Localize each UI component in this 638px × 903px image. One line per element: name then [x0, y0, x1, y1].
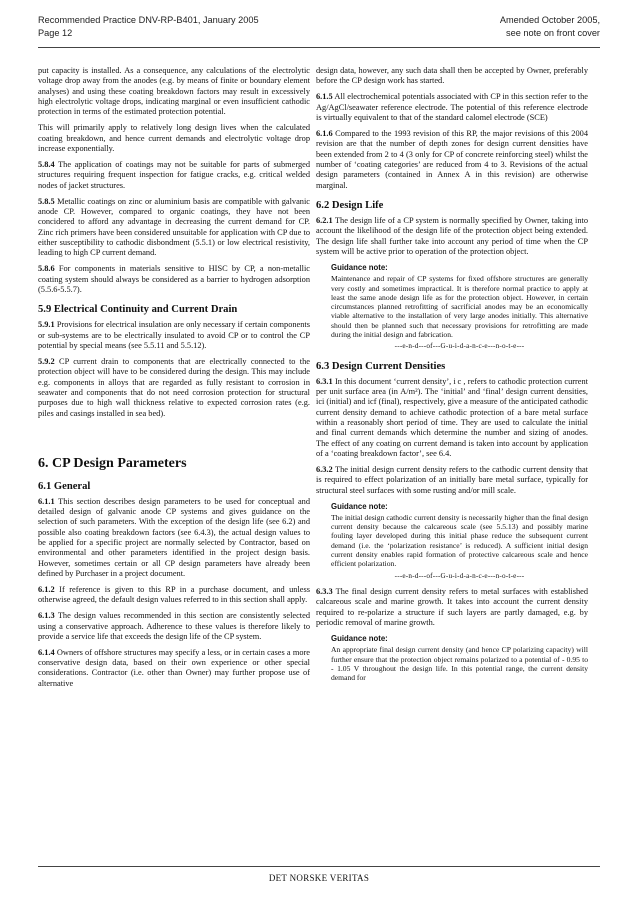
clause-6-1-1: [38, 497, 310, 580]
guidance-note-end: ---e-n-d---of---G-u-i-d-a-n-c-e---n-o-t-e---: [394, 571, 525, 580]
clause-number: 6.3.1: [316, 376, 333, 386]
paragraph: This will primarily apply to relatively long design lives when the calculated coating breakdown, and hence current demands and electrolytic voltage drop increase exponentially.: [38, 123, 310, 153]
clause-text: The design values recommended in this section are consistently selected using a conservative approach. Adherence to these values is therefore likely to provide a service life that exceeds the design life of the CP system.: [38, 611, 310, 641]
clause-number: 5.9.2: [38, 356, 55, 366]
section-heading-6-1: 6.1 General: [38, 480, 91, 492]
paragraph: put capacity is installed. As a consequence, any calculations of the electrolytic voltage drop away from the anodes (e.g. by means of finite or boundary element analyses) and using these coating breakdown factors may result in excessively high electrolytic voltage drops, indicating marginal or even insufficient cathodic protection in terms of the estimated protection potential.: [38, 66, 310, 117]
clause-text: Owners of offshore structures may specify a less, or in certain cases a more conservative design data, based on their own experience or other special considerations. Contractor (i.e. other than Owner) may further propose use of alternative: [38, 647, 310, 688]
clause-6-3-3: [316, 587, 588, 628]
clause-text: Provisions for electrical insulation are only necessary if certain components or sub-systems are to be electrically insulated to avoid CP or to control the CP potential by special means (see 5.5.11 and 5.5.12).: [38, 320, 310, 350]
clause-text: The application of coatings may not be suitable for parts of submerged structures requiring frequent inspection for fatigue cracks, e.g. critical welded nodes of jacket structures.: [38, 159, 310, 190]
clause-5-9-1: [38, 320, 310, 351]
clause-number: 5.8.5: [38, 196, 55, 206]
header-left: [38, 14, 259, 40]
clause-number: 6.2.1: [316, 215, 333, 225]
clause-6-1-2: [38, 585, 310, 606]
clause-5-8-6: [38, 264, 310, 295]
guidance-note-title: Guidance note:: [331, 633, 388, 643]
clause-number: 6.1.2: [38, 584, 55, 594]
clause-number: 6.1.5: [316, 92, 333, 102]
clause-number: 6.1.4: [38, 647, 55, 657]
guidance-note: [331, 634, 588, 682]
clause-5-8-4: [38, 160, 310, 191]
page-header: [38, 14, 600, 48]
clause-6-3-1: [316, 377, 588, 460]
clause-text: This section describes design parameters to be used for conceptual and detailed design of galvanic anode CP systems and gives guidance on the selection of such parameters. With the exception of the design life (see 6.2) and possible also coating breakdown factors (see 6.4.3), the actual design values to be applied for a specific project are normally selected by Contractor, based on environmental and other parameters identified in the project design basis. However, sometimes certain or all CP design parameters have already been defined by Purchaser in a project document.: [38, 496, 310, 578]
header-amendment-note: see note on front cover: [506, 28, 600, 38]
clause-5-8-5: [38, 197, 310, 259]
header-right: [500, 14, 600, 40]
guidance-note-text: The initial design cathodic current density is necessarily higher than the final design current density because the calcareous scale (see 5.5.13) and possibly marine fouling layer developed during this initial phase reduce the subsequent current demand (i.e. the ‘polarization resistance’ is reduced). A sufficient initial design current density enables rapid formation of protective calcareous scale and hence efficient polarization.: [331, 512, 588, 569]
header-document-title: Recommended Practice DNV-RP-B401, January 2005: [38, 15, 259, 25]
clause-text: All electrochemical potentials associated with CP in this section refer to the Ag/AgCl/seawater reference electrode. The potential of this reference electrode is virtually equivalent to that of the standard calomel electrode (SCE): [316, 92, 588, 122]
header-page-number: Page 12: [38, 28, 73, 38]
clause-number: 6.3.2: [316, 464, 333, 474]
clause-6-2-1: [316, 216, 588, 257]
clause-6-1-5: [316, 92, 588, 123]
clause-text: For components in materials sensitive to HISC by CP, a non-metallic coating system should always be considered as a barrier to hydrogen adsorption (5.5.6-5.5.7).: [38, 264, 310, 294]
clause-6-3-2: [316, 465, 588, 496]
section-spacer: [38, 425, 310, 445]
clause-number: 6.1.3: [38, 611, 55, 621]
clause-6-1-6: [316, 129, 588, 191]
guidance-note-title: Guidance note:: [331, 262, 388, 272]
guidance-note-text: An appropriate final design current density (and hence CP polarizing capacity) will further ensure that the protection object remains polarized to a potential of - 0.95 to - 1.05 V throughout the design life. In this potential range, the current density demand for: [331, 645, 588, 683]
clause-6-1-3: [38, 611, 310, 642]
chapter-heading-6: 6. CP Design Parameters: [38, 455, 187, 471]
clause-text: The final design current density refers to metal surfaces with established calcareous scale and marine growth. It takes into account the current density required to re-polarize a structure if such layers are partly damaged, e.g. by periodic removal of marine growth.: [316, 586, 588, 627]
guidance-note-end: ---e-n-d---of---G-u-i-d-a-n-c-e---n-o-t-e---: [394, 342, 525, 351]
footer-rule: [38, 866, 600, 867]
clause-number: 6.3.3: [316, 586, 333, 596]
paragraph: design data, however, any such data shall then be accepted by Owner, preferably before the CP design work has started.: [316, 66, 588, 86]
clause-text: If reference is given to this RP in a purchase document, and unless otherwise agreed, the default design values referred to in this section shall apply.: [38, 584, 310, 605]
clause-number: 5.9.1: [38, 320, 55, 330]
section-heading-6-2: 6.2 Design Life: [316, 199, 384, 211]
clause-text: Compared to the 1993 revision of this RP, the major revisions of this 2004 revision are that the number of depth zones for design current densities have been extended from 2 to 4 (3 only for CP of concrete reinforcing steel) whilst the number of ‘coating categories’ are reduced from 4 to 3. Revisions of the actual design parameters (contained in Annex A in this revision) are otherwise marginal.: [316, 128, 588, 190]
clause-text: The design life of a CP system is normally specified by Owner, taking into account the likelihood of the design life of the protection object being extended. The design life shall further take into account any period of time when the CP system will be active prior to operation of the protection object.: [316, 215, 588, 256]
header-rule: [38, 47, 600, 48]
page-footer: DET NORSKE VERITAS: [268, 873, 370, 883]
clause-6-1-4: [38, 648, 310, 689]
guidance-note: [331, 502, 588, 581]
clause-text: CP current drain to components that are electrically connected to the protection object will have to be considered during the design. This may include e.g. components in alloys that are regarded as fully resistant to corrosion in seawater and components that do not need corrosion protection for structural purposes due to high wall thickness relative to expected corrosion rates (e.g. piles and casings installed in sea bed).: [38, 356, 310, 418]
clause-number: 6.1.1: [38, 496, 55, 506]
clause-text: Metallic coatings on zinc or aluminium basis are compatible with galvanic anode CP. However, compared to organic coatings, they have not been concidered to afford any advantage in decreasing the current demand for CP. Zinc rich primers have been considered unsuitable for application with CP due to either susceptibility to cathodic disbondment (5.5.1) or low electrical resistivity, leading to high CP current demand.: [38, 196, 310, 258]
clause-5-9-2: [38, 357, 310, 419]
section-heading-5-9: 5.9 Electrical Continuity and Current Drain: [38, 304, 238, 316]
left-column: [38, 66, 310, 856]
clause-number: 6.1.6: [316, 128, 333, 138]
clause-text: In this document ‘current density’, i c , refers to cathodic protection current per unit surface area (in A/m²). The ‘initial’ and ‘final’ design current densities, ici (initial) and icf (final), respectively, give a measure of the anticipated cathodic current density demand to achieve cathodic protection of a bare metal surface within a reasonably short period of time. They are used to calculate the initial and final current demands which determine the number and sizing of anodes. The effect of any coating on current demand is taken into account by application of a ‘coating breakdown factor’, see 6.4.: [316, 376, 588, 459]
guidance-note-text: Maintenance and repair of CP systems for fixed offshore structures are generally very costly and sometimes impractical. It is therefore normal practice to apply at least the same anode design life as for the protection object. However, in certain circumstances planned retrofitting of sacrificial anodes may be an economically viable alternative to the installation of very large anodes initially. This alternative should then be planned such that necessary provisions for retrofitting are made during the initial design and fabrication.: [331, 274, 588, 340]
guidance-note-title: Guidance note:: [331, 501, 388, 511]
header-amendment: Amended October 2005,: [499, 15, 600, 25]
clause-number: 5.8.6: [38, 264, 55, 274]
section-heading-6-3: 6.3 Design Current Densities: [316, 360, 446, 372]
clause-number: 5.8.4: [38, 159, 55, 169]
guidance-note: [331, 263, 588, 352]
clause-text: The initial design current density refers to the cathodic current density that is required to effect polarization of an initially bare metal surface, typically for structural steel surfaces with some rusting and/or mill scale.: [316, 464, 588, 495]
right-column: [316, 66, 588, 856]
